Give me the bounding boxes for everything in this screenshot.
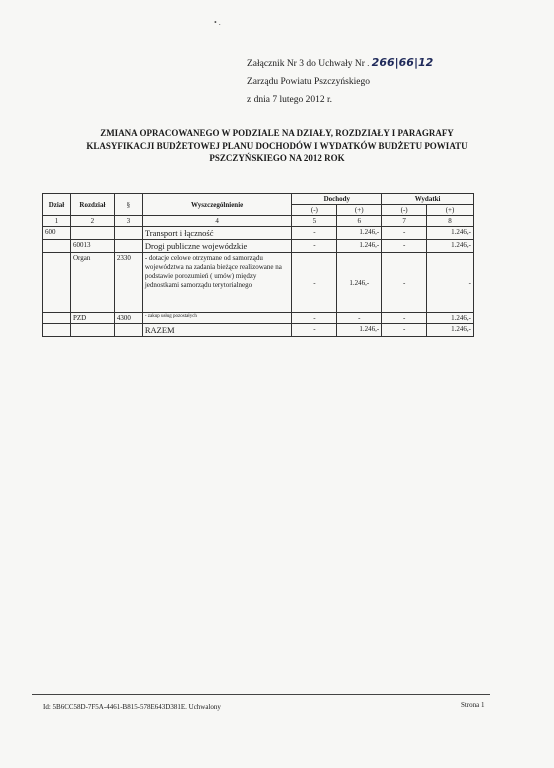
cell-wyd-plus: 1.246,-: [427, 240, 474, 253]
cell-rozdzial: PZD: [70, 313, 114, 324]
cell-wyd-minus: -: [382, 324, 427, 337]
cell-rozdzial: [70, 324, 114, 337]
cell-name: Transport i łączność: [142, 227, 292, 240]
cell-name: - zakup usług pozostałych: [142, 313, 292, 324]
table-row-pzd: [43, 313, 474, 324]
annex-prefix: Załącznik Nr 3 do Uchwały Nr: [247, 59, 365, 69]
document-id: Id: 5B6CC58D-7F5A-4461-B815-578E643D381E. Uchwalony: [43, 703, 221, 711]
col-number: 2: [70, 216, 114, 227]
annex-line-1: [247, 54, 433, 73]
cell-wyd-minus: -: [382, 227, 427, 240]
header-doch-plus: (+): [337, 205, 382, 216]
header-row-1: [43, 194, 474, 205]
cell-doch-plus: 1.246,-: [337, 324, 382, 337]
header-dzial: Dział: [43, 194, 71, 216]
header-wyd-minus: (-): [382, 205, 427, 216]
header-wyd-plus: (+): [427, 205, 474, 216]
col-number: 5: [292, 216, 337, 227]
cell-dzial: [43, 313, 71, 324]
table-row-dzial-600: [43, 227, 474, 240]
annex-leader: .: [367, 59, 370, 68]
title-line-1: ZMIANA OPRACOWANEGO W PODZIALE NA DZIAŁY, ROZDZIAŁY I PARAGRAFY: [100, 128, 454, 138]
cell-wyd-plus: 1.246,-: [427, 227, 474, 240]
header-paragraf: §: [114, 194, 142, 216]
cell-doch-minus: -: [292, 253, 337, 313]
cell-rozdzial: [70, 227, 114, 240]
table-row-razem: [43, 324, 474, 337]
table-row-rozdzial-60013: [43, 240, 474, 253]
header-wyszczegolnienie: Wyszczególnienie: [142, 194, 292, 216]
col-number: 6: [337, 216, 382, 227]
cell-paragraf: [114, 227, 142, 240]
cell-wyd-plus: -: [427, 253, 474, 313]
cell-wyd-plus: 1.246,-: [427, 324, 474, 337]
annex-line-2: Zarządu Powiatu Pszczyńskiego: [247, 77, 370, 87]
cell-paragraf: [114, 240, 142, 253]
header-doch-minus: (-): [292, 205, 337, 216]
annex-header: [247, 54, 433, 109]
col-number: 1: [43, 216, 71, 227]
cell-name: Drogi publiczne wojewódzkie: [142, 240, 292, 253]
col-number: 8: [427, 216, 474, 227]
cell-doch-minus: -: [292, 324, 337, 337]
document-title: [40, 127, 514, 165]
cell-paragraf: 2330: [114, 253, 142, 313]
cell-doch-minus: -: [292, 313, 337, 324]
cell-wyd-minus: -: [382, 313, 427, 324]
col-number: 3: [114, 216, 142, 227]
cell-doch-minus: -: [292, 227, 337, 240]
cell-name: RAZEM: [142, 324, 292, 337]
header-dochody: Dochody: [292, 194, 382, 205]
cell-dzial: [43, 324, 71, 337]
header-wydatki: Wydatki: [382, 194, 474, 205]
budget-table: [42, 193, 474, 337]
cell-doch-minus: -: [292, 240, 337, 253]
footer-divider: [32, 694, 490, 695]
resolution-number-handwritten: 266|66|12: [371, 56, 434, 69]
cell-dzial: [43, 240, 71, 253]
header-rozdzial: Rozdział: [70, 194, 114, 216]
cell-wyd-minus: -: [382, 240, 427, 253]
table-row-organ: [43, 253, 474, 313]
cell-doch-plus: 1.246,-: [337, 253, 382, 313]
cell-wyd-plus: 1.246,-: [427, 313, 474, 324]
page-number: Strona 1: [461, 701, 485, 709]
title-line-2: KLASYFIKACJI BUDŻETOWEJ PLANU DOCHODÓW I WYDATKÓW BUDŻETU POWIATU: [86, 140, 468, 151]
cell-dzial: [43, 253, 71, 313]
col-number: 7: [382, 216, 427, 227]
cell-dzial: 600: [43, 227, 71, 240]
cell-paragraf: 4300: [114, 313, 142, 324]
column-number-row: [43, 216, 474, 227]
cell-name: - dotacje celowe otrzymane od samorządu województwa na zadania bieżące realizowane na podstawie porozumień ( umów) między jednostkami samorządu terytorialnego: [142, 253, 292, 313]
scan-mark: • .: [214, 18, 221, 27]
cell-wyd-minus: -: [382, 253, 427, 313]
cell-doch-plus: 1.246,-: [337, 227, 382, 240]
title-line-3: PSZCZYŃSKIEGO NA 2012 ROK: [209, 153, 345, 163]
annex-line-3: z dnia 7 lutego 2012 r.: [247, 95, 332, 105]
cell-rozdzial: 60013: [70, 240, 114, 253]
col-number: 4: [142, 216, 292, 227]
cell-doch-plus: 1.246,-: [337, 240, 382, 253]
cell-doch-plus: -: [337, 313, 382, 324]
cell-rozdzial: Organ: [70, 253, 114, 313]
cell-paragraf: [114, 324, 142, 337]
